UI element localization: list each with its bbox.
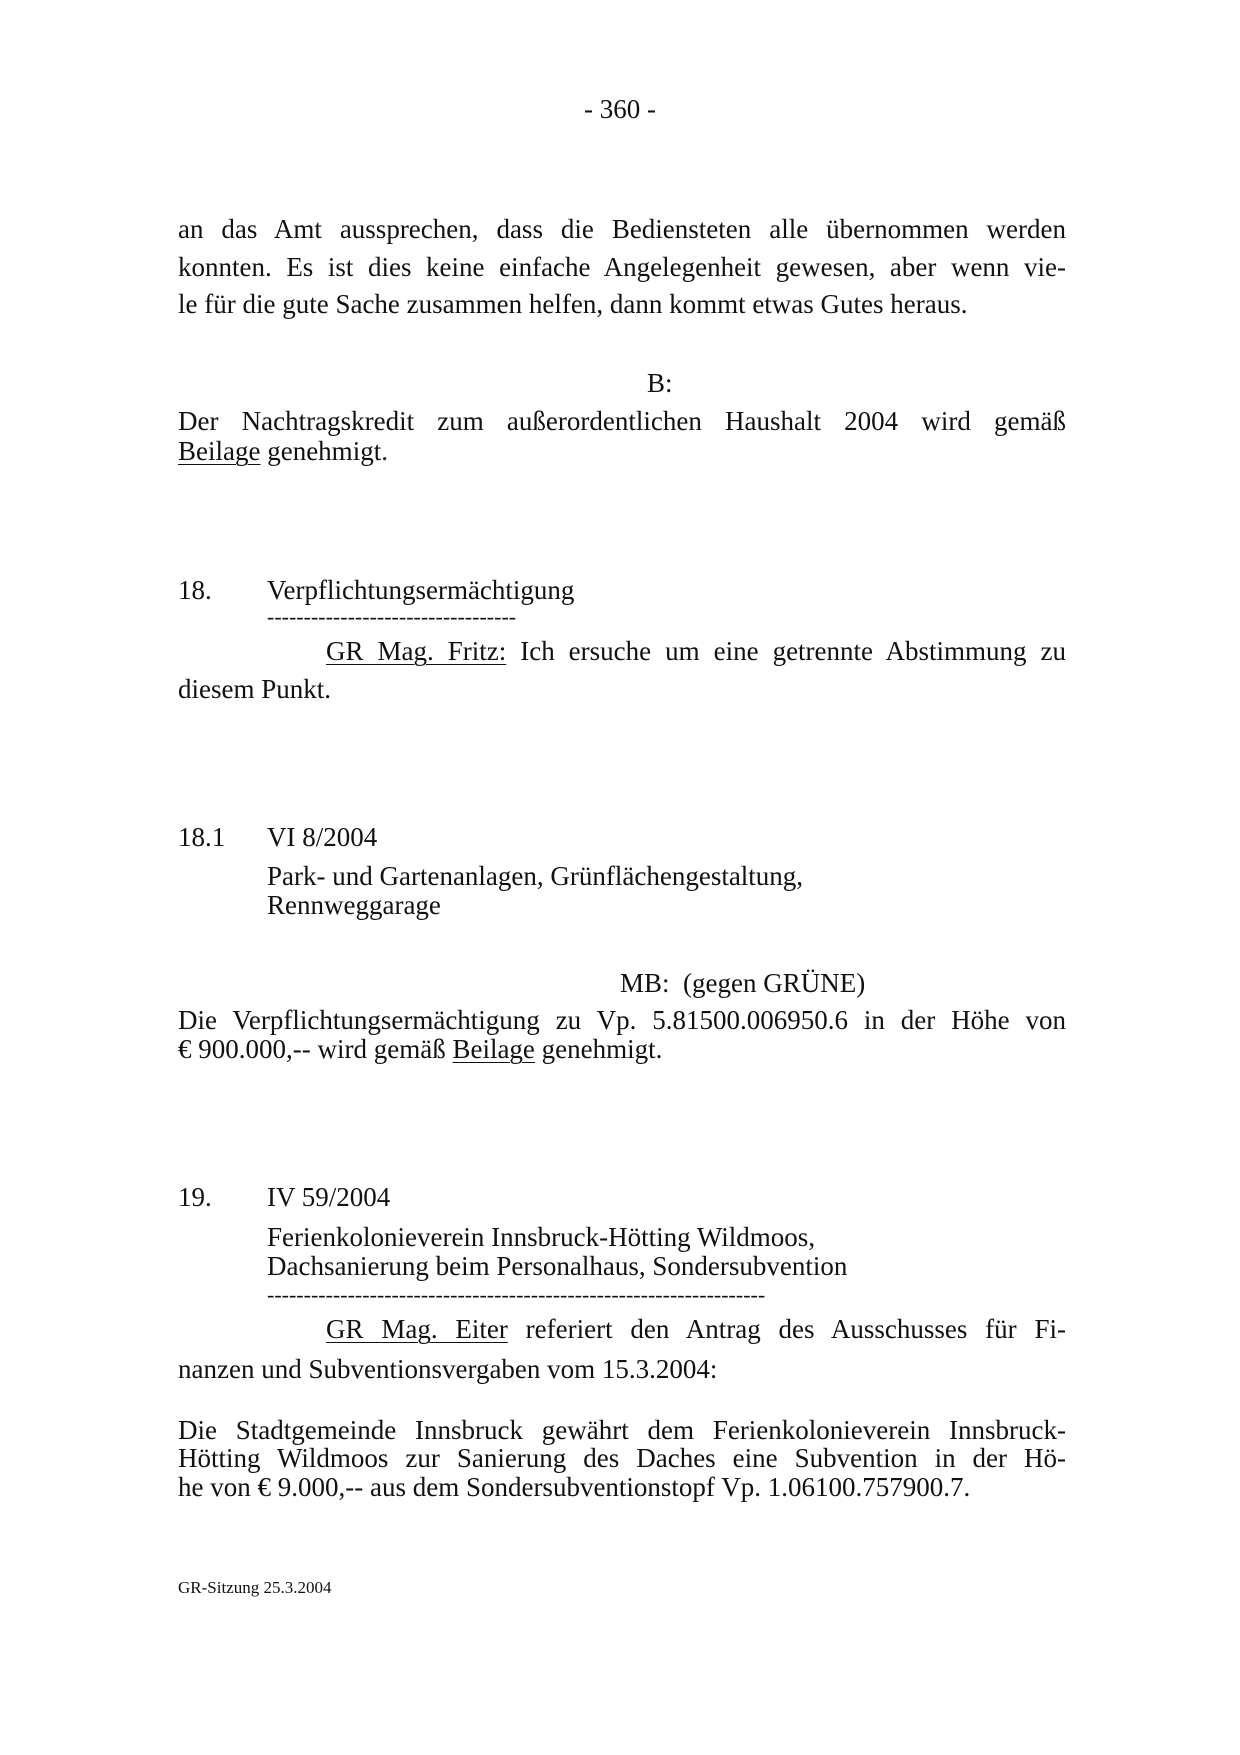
beilage-link-2[interactable]: Beilage xyxy=(452,1034,535,1064)
speaker-fritz: GR Mag. Fritz: xyxy=(326,636,507,666)
item-19-desc-line-1: Ferienkolonieverein Innsbruck-Hötting Wildmoos, xyxy=(267,1222,816,1252)
intro-line-1: an das Amt aussprechen, dass die Bediensteten alle übernommen werden xyxy=(178,214,1066,244)
item-18-separator: ---------------------------------- xyxy=(267,604,517,629)
item-19-motion-line-2: Hötting Wildmoos zur Sanierung des Daches eine Subvention in der Hö- xyxy=(178,1443,1066,1473)
item-19-speech-line-1: GR Mag. Eiter referiert den Antrag des Ausschusses für Fi- xyxy=(326,1314,1066,1344)
item-18-speech-line-1: GR Mag. Fritz: Ich ersuche um eine getrennte Abstimmung zu xyxy=(326,636,1066,666)
item-19-motion-line-1: Die Stadtgemeinde Innsbruck gewährt dem Ferienkolonieverein Innsbruck- xyxy=(178,1415,1066,1445)
decision-b-line-2: Beilage genehmigt. xyxy=(178,436,388,466)
item-19-desc-line-2: Dachsanierung beim Personalhaus, Sondersubvention xyxy=(267,1251,848,1281)
intro-line-3: le für die gute Sache zusammen helfen, dann kommt etwas Gutes heraus. xyxy=(178,289,968,319)
item-18-1-number: 18.1 xyxy=(178,822,226,852)
item-18-1-desc-line-1: Park- und Gartenanlagen, Grünflächengestaltung, xyxy=(267,861,804,891)
footer-session-date: GR-Sitzung 25.3.2004 xyxy=(178,1578,332,1597)
intro-line-2: konnten. Es ist dies keine einfache Angelegenheit gewesen, aber wenn vie- xyxy=(178,252,1066,282)
item-19-ref: IV 59/2004 xyxy=(267,1182,391,1212)
item-18-1-desc-line-2: Rennweggarage xyxy=(267,890,441,920)
item-19-number: 19. xyxy=(178,1182,212,1212)
page-number: - 360 - xyxy=(584,94,656,124)
decision-b-line-1: Der Nachtragskredit zum außerordentlichen Haushalt 2004 wird gemäß xyxy=(178,406,1066,436)
decision-b-label: B: xyxy=(647,368,673,398)
item-19-motion-line-3: he von € 9.000,-- aus dem Sondersubventionstopf Vp. 1.06100.757900.7. xyxy=(178,1472,971,1502)
speaker-eiter: GR Mag. Eiter xyxy=(326,1314,508,1344)
item-18-1-line-2: € 900.000,-- wird gemäß Beilage genehmigt. xyxy=(178,1034,663,1064)
item-18-speech-line-2: diesem Punkt. xyxy=(178,674,331,704)
beilage-link[interactable]: Beilage xyxy=(178,436,261,466)
item-19-speech-line-2: nanzen und Subventionsvergaben vom 15.3.2004: xyxy=(178,1354,718,1384)
item-18-title: Verpflichtungsermächtigung xyxy=(267,575,575,605)
item-18-number: 18. xyxy=(178,575,212,605)
item-18-1-ref: VI 8/2004 xyxy=(267,822,378,852)
item-18-1-vote: MB: (gegen GRÜNE) xyxy=(620,968,866,998)
item-18-1-line-1: Die Verpflichtungsermächtigung zu Vp. 5.81500.006950.6 in der Höhe von xyxy=(178,1005,1066,1035)
item-19-separator: -------------------------------------------------------------------- xyxy=(267,1282,766,1307)
